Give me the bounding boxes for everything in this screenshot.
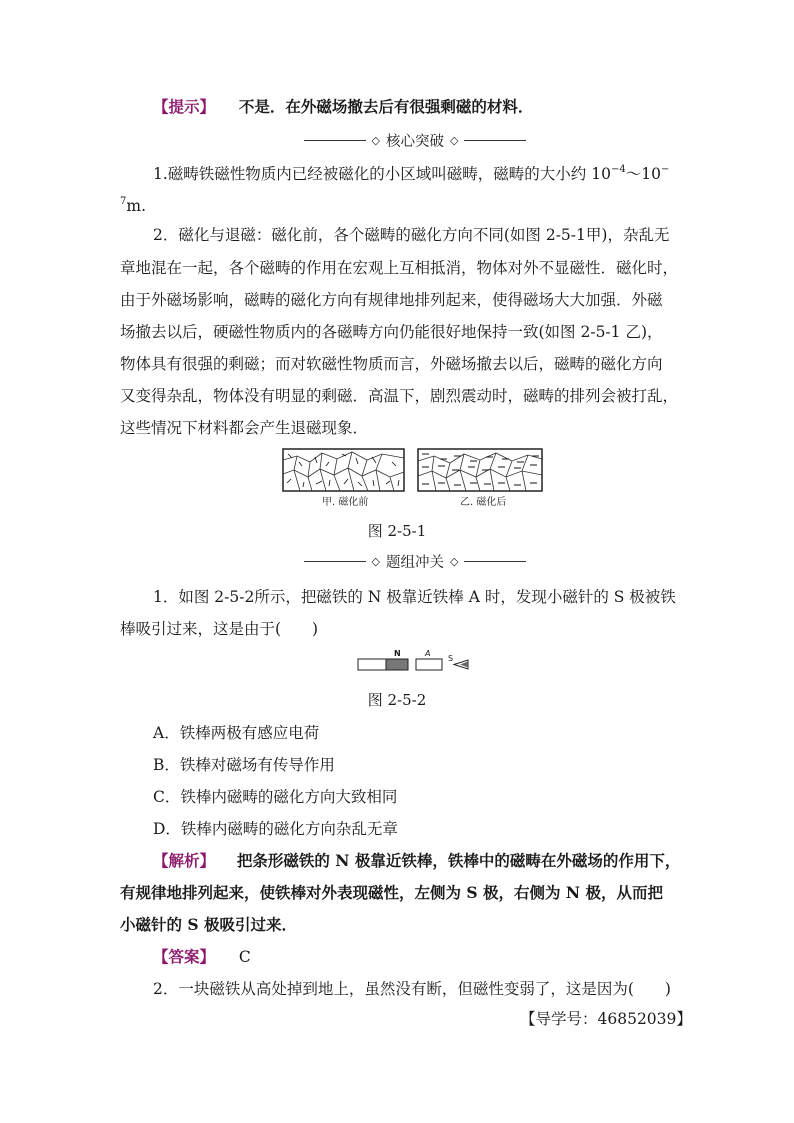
question1-line1: 1．如图 2-5-2所示，把磁铁的 N 极靠近铁棒 A 时，发现小磁针的 S 极被铁 bbox=[153, 588, 676, 606]
figure-magnet-bar bbox=[356, 650, 476, 674]
magnet-diagram bbox=[356, 650, 476, 674]
option-a: A．铁棒两极有感应电荷 bbox=[153, 724, 320, 742]
diamond-icon: ◇ bbox=[371, 134, 380, 147]
n-pole-label: N bbox=[394, 649, 401, 658]
analysis-tag: 【解析】 bbox=[153, 851, 216, 870]
para2-line5: 物体具有很强的剩磁；而对软磁性物质而言，外磁场撤去以后，磁畴的磁化方向 bbox=[120, 355, 663, 373]
divider-rule-right bbox=[464, 140, 526, 141]
question1-line2: 棒吸引过来，这是由于( ) bbox=[120, 620, 319, 638]
s-pole-label: S bbox=[448, 654, 454, 663]
para2-line7: 这些情况下材料都会产生退磁现象． bbox=[120, 419, 369, 437]
para2-line1: 2．磁化与退磁：磁化前，各个磁畴的磁化方向不同(如图 2-5-1甲)，杂乱无 bbox=[153, 226, 670, 244]
divider-rule-left bbox=[304, 140, 366, 141]
answer-value: C bbox=[238, 948, 251, 966]
figure-domains bbox=[282, 448, 544, 510]
para1-unit: m. bbox=[126, 197, 146, 215]
answer-line bbox=[153, 947, 251, 967]
para2-line2: 章地混在一起，各个磁畴的作用在宏观上互相抵消，物体对外不显磁性．磁化时， bbox=[120, 259, 679, 277]
hint-tag: 【提示】 bbox=[153, 97, 216, 116]
para1-text: 1.磁畴铁磁性物质内已经被磁化的小区域叫磁畴，磁畴的大小约 10 bbox=[153, 165, 611, 183]
exponent: 7 bbox=[120, 196, 127, 207]
figure-caption-1: 图 2-5-1 bbox=[367, 522, 427, 540]
answer-tag: 【答案】 bbox=[153, 947, 216, 966]
option-c: C．铁棒内磁畴的磁化方向大致相同 bbox=[153, 788, 398, 806]
question2-line1: 2．一块磁铁从高处掉到地上，虽然没有断，但磁性变弱了，这是因为( ) bbox=[153, 980, 671, 998]
analysis-line3: 小磁针的 S 极吸引过来． bbox=[120, 915, 297, 934]
figure-right-label: 乙. 磁化后 bbox=[460, 497, 507, 508]
para1-text-mid: ～10 bbox=[625, 165, 661, 183]
analysis-text: 把条形磁铁的 N 极靠近铁棒，铁棒中的磁畴在外磁场的作用下， bbox=[236, 851, 681, 870]
divider-rule-left bbox=[304, 561, 366, 562]
analysis-line2: 有规律地排列起来，使铁棒对外表现磁性，左侧为 S 极，右侧为 N 极，从而把 bbox=[120, 883, 663, 902]
exponent: −4 bbox=[610, 164, 626, 175]
figure-caption-2: 图 2-5-2 bbox=[367, 691, 427, 709]
section-divider-practice bbox=[304, 551, 526, 572]
para2-line6: 又变得杂乱，物体没有明显的剩磁．高温下，剧烈震动时，磁畴的排列会被打乱， bbox=[120, 387, 679, 405]
hint-line bbox=[153, 97, 533, 117]
para1-line2 bbox=[120, 196, 146, 219]
para2-line3: 由于外磁场影响，磁畴的磁化方向有规律地排列起来，使得磁场大大加强．外磁 bbox=[120, 291, 663, 309]
hint-text: 不是．在外磁场撤去后有很强剩磁的材料． bbox=[238, 97, 534, 116]
figure-left-label: 甲. 磁化前 bbox=[322, 497, 369, 508]
guide-number: 【导学号：46852039】 bbox=[520, 1010, 692, 1028]
option-b: B．铁棒对磁场有传导作用 bbox=[153, 756, 335, 774]
option-d: D．铁棒内磁畴的磁化方向杂乱无章 bbox=[153, 820, 398, 838]
para1-line1 bbox=[153, 164, 669, 187]
exponent: − bbox=[660, 164, 670, 175]
diamond-icon: ◇ bbox=[450, 134, 459, 147]
divider-rule-right bbox=[464, 561, 526, 562]
analysis-line1 bbox=[153, 851, 680, 871]
section-divider-core bbox=[304, 130, 526, 151]
section-title-practice: 题组冲关 bbox=[386, 555, 444, 571]
section-title-core: 核心突破 bbox=[386, 134, 444, 150]
diamond-icon: ◇ bbox=[450, 555, 459, 568]
para2-line4: 场撤去以后，硬磁性物质内的各磁畴方向仍能很好地保持一致(如图 2-5-1 乙)， bbox=[120, 323, 663, 341]
diamond-icon: ◇ bbox=[371, 555, 380, 568]
bar-a-label: A bbox=[425, 649, 431, 658]
